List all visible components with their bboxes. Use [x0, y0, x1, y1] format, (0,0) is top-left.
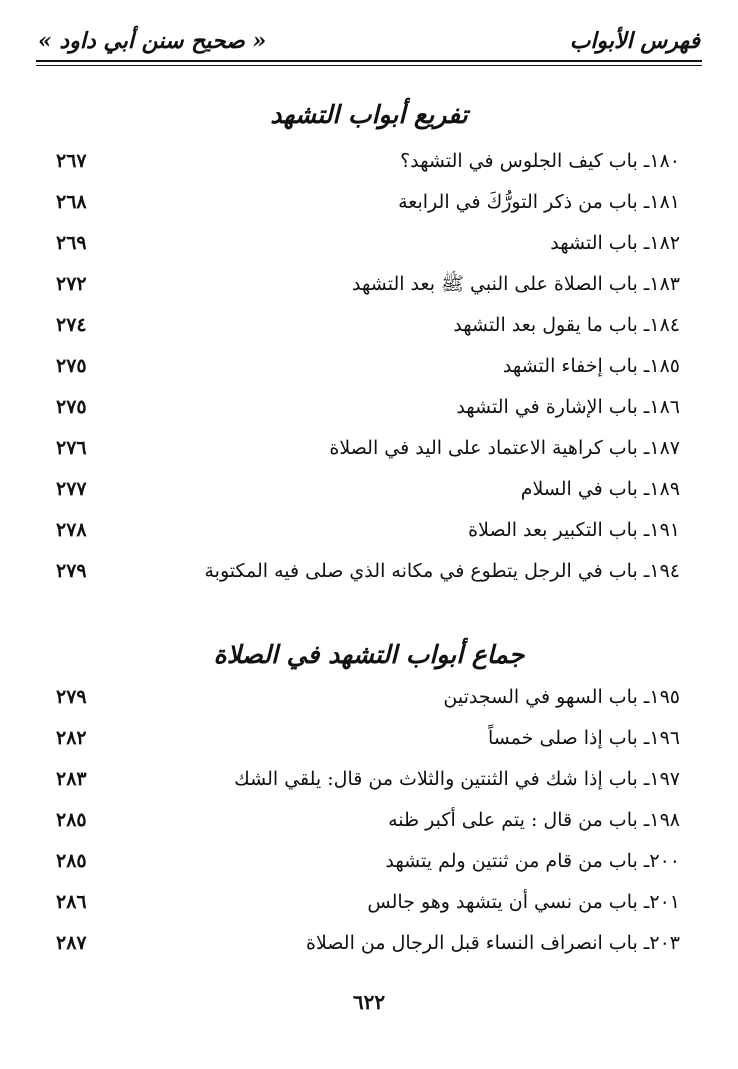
running-header-section-title: فهرس الأبواب: [569, 28, 700, 54]
toc-entry-title: ١٩٥ـ باب السهو في السجدتين: [443, 686, 680, 708]
toc-entry[interactable]: [56, 928, 680, 969]
toc-entry[interactable]: [56, 351, 680, 392]
section-title-tashahhud-in-prayer: جماع أبواب التشهد في الصلاة: [213, 640, 525, 669]
toc-list-section-2: [56, 682, 680, 969]
toc-entry-page: ٢٨٦: [56, 891, 87, 913]
toc-entry[interactable]: [56, 764, 680, 805]
toc-entry-page: ٢٧٢: [56, 273, 87, 295]
toc-entry[interactable]: [56, 805, 680, 846]
toc-entry-title: ٢٠٣ـ باب انصراف النساء قبل الرجال من الصلاة: [306, 932, 680, 954]
toc-entry-page: ٢٦٨: [56, 191, 87, 213]
toc-list-section-1: [56, 146, 680, 597]
toc-entry[interactable]: [56, 269, 680, 310]
toc-entry-page: ٢٨٧: [56, 932, 87, 954]
toc-entry-title: ١٩٦ـ باب إذا صلى خمساً: [487, 727, 680, 749]
toc-entry-title: ١٨٤ـ باب ما يقول بعد التشهد: [453, 314, 680, 336]
toc-entry-title: ١٩٤ـ باب في الرجل يتطوع في مكانه الذي صلى فيه المكتوبة: [204, 560, 680, 582]
section-title-tashahhud: تفريع أبواب التشهد: [270, 100, 468, 129]
header-rule-thin: [36, 65, 702, 66]
toc-entry[interactable]: [56, 723, 680, 764]
toc-entry[interactable]: [56, 433, 680, 474]
toc-entry-title: ٢٠١ـ باب من نسي أن يتشهد وهو جالس: [367, 891, 680, 913]
toc-entry-title: ١٨١ـ باب من ذكر التورُّكَ في الرابعة: [398, 191, 680, 213]
toc-entry-title: ١٨٦ـ باب الإشارة في التشهد: [456, 396, 680, 418]
toc-entry[interactable]: [56, 392, 680, 433]
toc-entry-page: ٢٨٥: [56, 850, 87, 872]
toc-entry[interactable]: [56, 846, 680, 887]
toc-entry[interactable]: [56, 515, 680, 556]
page-number: ٦٢٢: [352, 990, 386, 1014]
toc-entry-page: ٢٦٩: [56, 232, 87, 254]
toc-entry-title: ١٨٩ـ باب في السلام: [520, 478, 680, 500]
toc-entry-title: ١٨٧ـ باب كراهية الاعتماد على اليد في الصلاة: [329, 437, 680, 459]
toc-entry-page: ٢٧٩: [56, 686, 87, 708]
toc-entry[interactable]: [56, 228, 680, 269]
toc-entry[interactable]: [56, 474, 680, 515]
toc-entry[interactable]: [56, 682, 680, 723]
toc-entry-page: ٢٧٥: [56, 396, 87, 418]
toc-entry-page: ٢٧٤: [56, 314, 87, 336]
toc-entry-title: ١٨٢ـ باب التشهد: [550, 232, 680, 254]
toc-entry-title: ١٨٠ـ باب كيف الجلوس في التشهد؟: [400, 150, 680, 172]
toc-entry[interactable]: [56, 146, 680, 187]
toc-entry[interactable]: [56, 310, 680, 351]
toc-entry-title: ١٩١ـ باب التكبير بعد الصلاة: [468, 519, 680, 541]
toc-entry-title: ١٩٨ـ باب من قال : يتم على أكبر ظنه: [388, 809, 680, 831]
toc-entry[interactable]: [56, 556, 680, 597]
toc-entry-page: ٢٨٣: [56, 768, 87, 790]
toc-entry-title: ٢٠٠ـ باب من قام من ثنتين ولم يتشهد: [385, 850, 680, 872]
toc-entry-page: ٢٨٢: [56, 727, 87, 749]
header-rule: [36, 60, 702, 62]
toc-entry-title: ١٨٥ـ باب إخفاء التشهد: [502, 355, 680, 377]
toc-entry[interactable]: [56, 887, 680, 928]
toc-entry-page: ٢٨٥: [56, 809, 87, 831]
toc-entry[interactable]: [56, 187, 680, 228]
toc-entry-page: ٢٦٧: [56, 150, 87, 172]
toc-entry-title: ١٨٣ـ باب الصلاة على النبي ﷺ بعد التشهد: [352, 273, 680, 295]
running-header-book-title: « صحيح سنن أبي داود »: [38, 28, 267, 54]
toc-entry-page: ٢٧٩: [56, 560, 87, 582]
toc-entry-page: ٢٧٥: [56, 355, 87, 377]
toc-entry-title: ١٩٧ـ باب إذا شك في الثنتين والثلاث من قال: يلقي الشك: [234, 768, 680, 790]
toc-entry-page: ٢٧٨: [56, 519, 87, 541]
toc-entry-page: ٢٧٧: [56, 478, 87, 500]
running-header: [38, 26, 700, 60]
toc-entry-page: ٢٧٦: [56, 437, 87, 459]
